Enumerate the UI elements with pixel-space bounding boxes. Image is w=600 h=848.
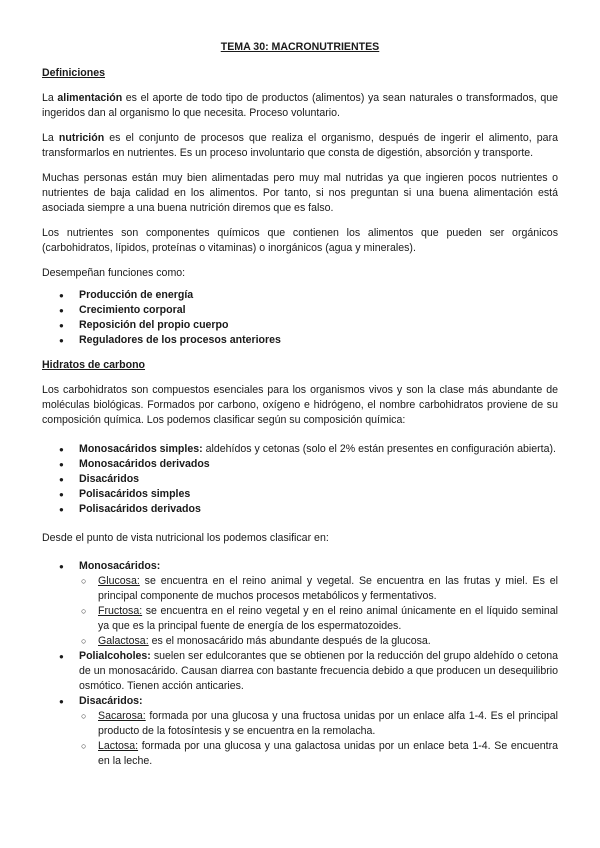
- paragraph-nutricion: [42, 131, 558, 161]
- list-item-polialcoholes: [42, 649, 558, 694]
- term-sacarosa: Sacarosa:: [98, 710, 146, 722]
- text-run: es el conjunto de procesos que realiza el organismo, después de ingerir el alimento, para transformarlos en nutrientes. Es un proceso involuntario que consta de digestión, absorción y transporte.: [42, 132, 558, 159]
- text-run: se encuentra en el reino animal y vegetal. Se encuentra en las frutas y miel. Es el principal componente de muchos procesos metabólicos y fermentativos.: [98, 575, 558, 602]
- list-item: ● Polisacáridos derivados: [42, 502, 558, 517]
- list-item-monosacaridos: [42, 559, 558, 649]
- list-item: ● Producción de energía: [42, 288, 558, 303]
- sublist-item: [79, 739, 558, 769]
- list-item: ● Polisacáridos simples: [42, 487, 558, 502]
- term-galactosa: Galactosa:: [98, 635, 149, 647]
- text-run: aldehídos y cetonas (solo el 2% están presentes en configuración abierta).: [202, 443, 556, 455]
- disacaridos-sublist: [79, 709, 558, 769]
- paragraph-alimentacion-vs-nutricion: Muchas personas están muy bien alimentadas pero muy mal nutridas ya que ingieren pocos nutrientes o nutrientes de baja calidad en los alimentos. Por tanto, si nos preguntan si una buena alimentación está asociada siempre a una buena nutrición diremos que es falso.: [42, 172, 558, 214]
- paragraph-alimentacion: [42, 91, 558, 121]
- list-item: ● Reguladores de los procesos anteriores: [42, 333, 558, 348]
- text-run: formada por una glucosa y una fructosa unidas por un enlace alfa 1-4. Es el principal producto de la fotosíntesis y se encuentra en la remolacha.: [98, 710, 558, 737]
- term-polialcoholes: Polialcoholes:: [79, 650, 151, 662]
- sublist-item: [79, 604, 558, 634]
- list-item: [42, 442, 558, 457]
- text-run: La: [42, 92, 58, 104]
- term-disacaridos: Disacáridos:: [79, 695, 143, 707]
- clasificacion-nutricional-list: [42, 559, 558, 769]
- paragraph-clasificacion-nutricional: Desde el punto de vista nutricional los podemos clasificar en:: [42, 532, 329, 544]
- list-item-disacaridos: [42, 694, 558, 769]
- term-monosacaridos-simples: Monosacáridos simples:: [79, 443, 203, 455]
- list-item: ● Crecimiento corporal: [42, 303, 558, 318]
- term-fructosa: Fructosa:: [98, 605, 143, 617]
- list-item: ● Monosacáridos derivados: [42, 457, 558, 472]
- list-item: ● Disacáridos: [42, 472, 558, 487]
- list-item: ● Reposición del propio cuerpo: [42, 318, 558, 333]
- sublist-item: [79, 574, 558, 604]
- text-run: es el monosacárido más abundante después de la glucosa.: [148, 635, 431, 647]
- paragraph-nutrientes: Los nutrientes son componentes químicos que contienen los alimentos que pueden ser orgánicos (carbohidratos, lípidos, proteínas o vitaminas) o inorgánicos (agua y minerales).: [42, 227, 558, 254]
- term-alimentacion: alimentación: [57, 92, 123, 104]
- term-nutricion: nutrición: [58, 132, 105, 144]
- page-title: TEMA 30: MACRONUTRIENTES: [220, 41, 380, 53]
- monosacaridos-sublist: [79, 574, 558, 649]
- term-glucosa: Glucosa:: [98, 575, 140, 587]
- term-lactosa: Lactosa:: [98, 740, 139, 752]
- paragraph-carbohidratos: Los carbohidratos son compuestos esenciales para los organismos vivos y son la clase más abundante de moléculas biológicas. Formados por carbono, oxígeno e hidrógeno, el nombre carbohidratos proviene de su composición química. Los podemos clasificar según su composición química:: [42, 384, 558, 426]
- text-run: suelen ser edulcorantes que se obtienen por la reducción del grupo aldehído o cetona de un monosacárido. Causan diarrea con bastante frecuencia debido a que producen un desequilibrio osmótico. Tienen acción anticaries.: [79, 650, 558, 692]
- term-monosacaridos: Monosacáridos:: [79, 560, 161, 572]
- text-run: es el aporte de todo tipo de productos (alimentos) ya sean naturales o transformados, que ingeridos dan al organismo lo que necesita. Proceso voluntario.: [42, 92, 558, 119]
- funciones-list: [42, 288, 558, 348]
- clasificacion-quimica-list: [42, 442, 558, 517]
- section-heading-definiciones: Definiciones: [42, 67, 105, 79]
- text-run: formada por una glucosa y una galactosa unidas por un enlace beta 1-4. Se encuentra en la leche.: [98, 740, 558, 767]
- section-heading-hidratos: Hidratos de carbono: [42, 359, 146, 371]
- sublist-item: [79, 709, 558, 739]
- paragraph-funciones-intro: Desempeñan funciones como:: [42, 267, 186, 279]
- text-run: La: [42, 132, 59, 144]
- sublist-item: [79, 634, 558, 649]
- text-run: se encuentra en el reino vegetal y en el reino animal únicamente en el líquido seminal ya que es la principal fuente de energía de los espermatozoides.: [98, 605, 558, 632]
